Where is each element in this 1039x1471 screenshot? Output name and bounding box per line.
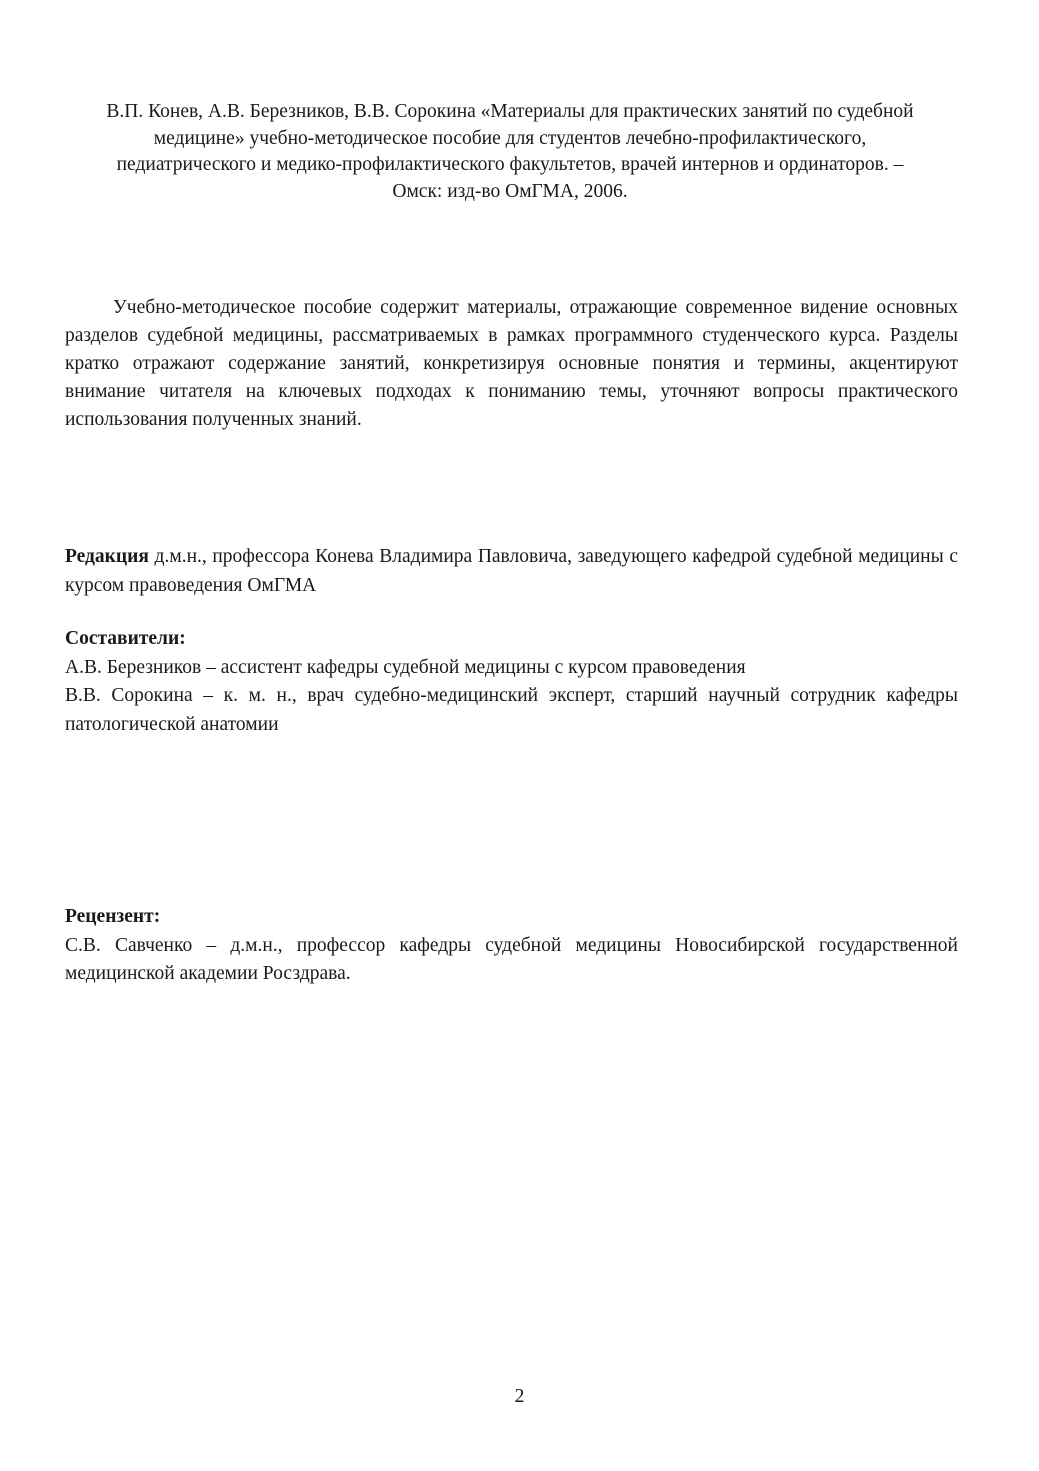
editor-text: д.м.н., профессора Конева Владимира Павловича, заведующего кафедрой судебной медицины с курсом правоведения ОмГМА	[65, 546, 958, 596]
page-number: 2	[514, 1386, 525, 1407]
citation-line-1: В.П. Конев, А.В. Березников, В.В. Сорокина «Материалы для практических занятий по судебной	[106, 101, 914, 122]
compiler-item: В.В. Сорокина – к. м. н., врач судебно-медицинский эксперт, старший научный сотрудник кафедры патологической анатомии	[65, 685, 958, 735]
abstract-paragraph: Учебно-методическое пособие содержит материалы, отражающие современное видение основных разделов судебной медицины, рассматриваемых в рамках программного студенческого курса. Разделы кратко отражают содержание занятий, конкретизируя основные понятия и термины, акцентируют внимание читателя на ключевых подходах к пониманию темы, уточняют вопросы практического использования полученных знаний.	[65, 297, 958, 430]
reviewer-heading: Рецензент:	[65, 906, 161, 927]
compilers-section	[65, 625, 958, 739]
compilers-heading: Составители:	[65, 628, 186, 649]
editor-paragraph	[65, 543, 958, 600]
reviewer-section	[65, 903, 958, 989]
citation-line-2: медицине» учебно-методическое пособие для студентов лечебно-профилактического,	[153, 127, 867, 149]
compiler-item: А.В. Березников – ассистент кафедры судебной медицины с курсом правоведения	[65, 656, 746, 678]
reviewer-text: С.В. Савченко – д.м.н., профессор кафедры судебной медицины Новосибирской государственной медицинской академии Росздрава.	[65, 934, 958, 984]
editor-label: Редакция	[65, 546, 149, 567]
bibliographic-citation	[70, 99, 950, 205]
citation-line-3: педиатрического и медико-профилактического факультетов, врачей интернов и ординаторов. –	[116, 154, 904, 175]
citation-line-4: Омск: изд-во ОмГМА, 2006.	[392, 180, 628, 202]
